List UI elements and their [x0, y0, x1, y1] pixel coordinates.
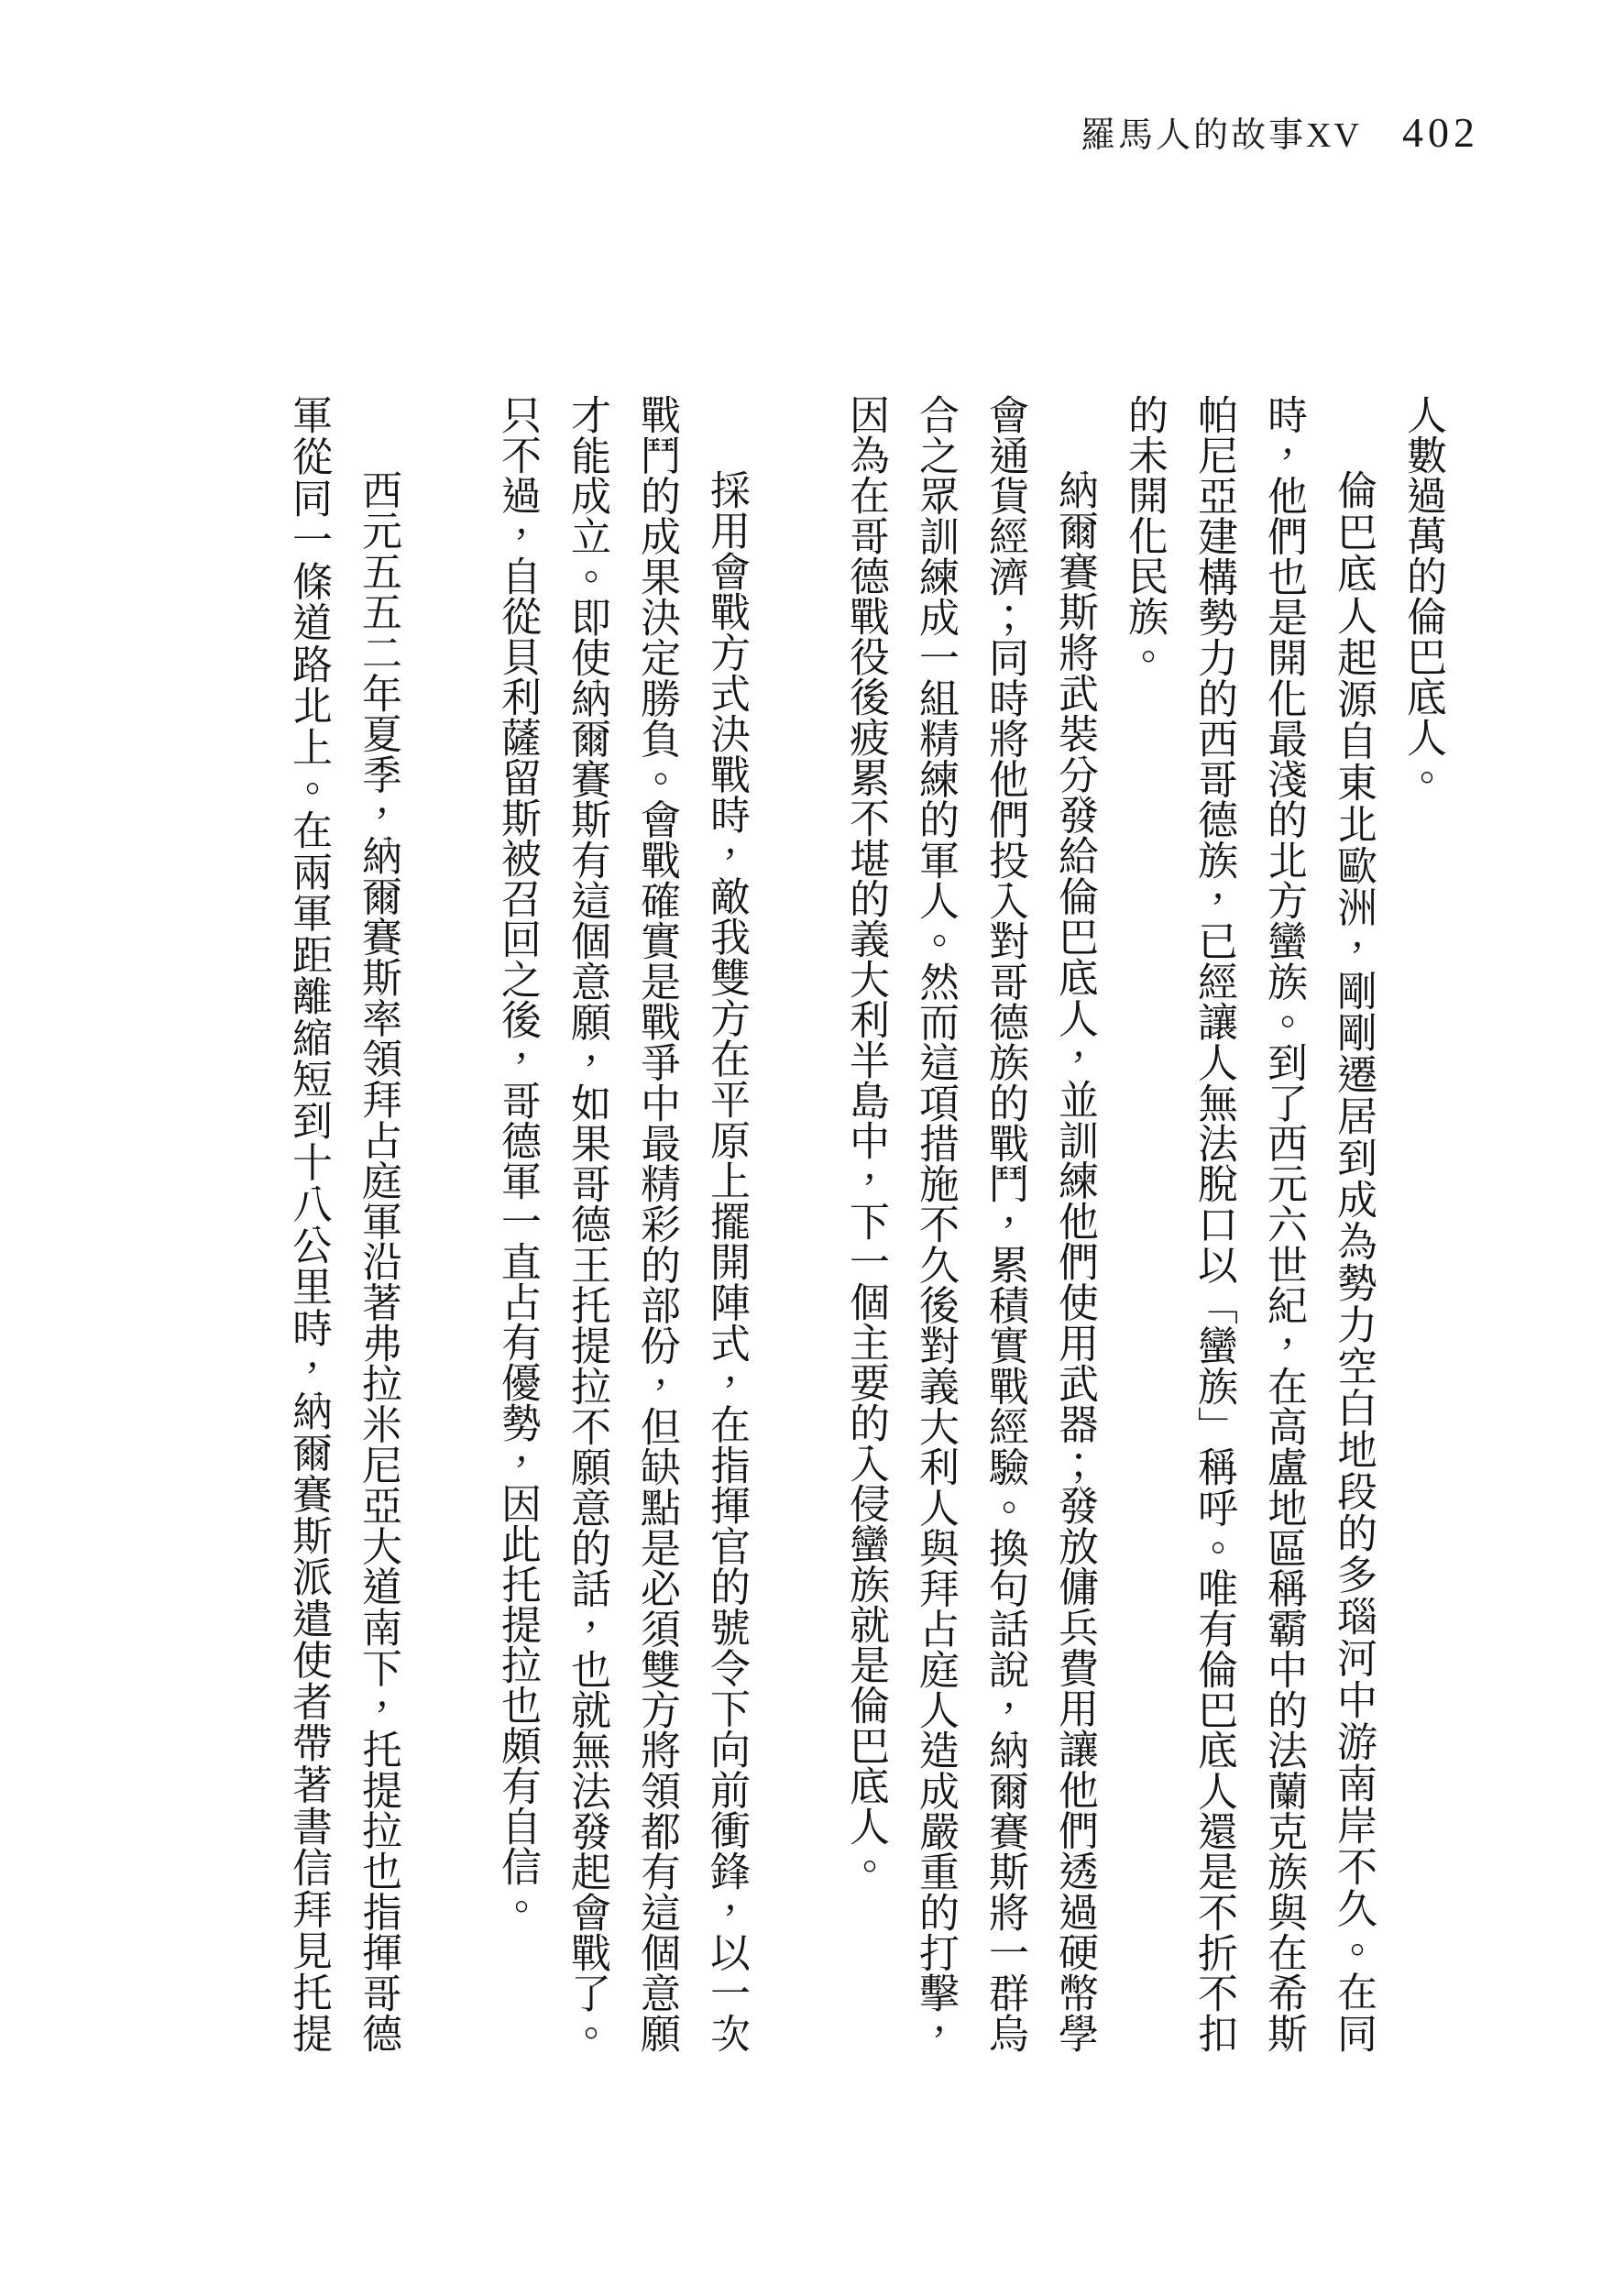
paragraph-lombard-origin: 倫巴底人起源自東北歐洲，剛剛遷居到成為勢力空白地段的多瑙河中游南岸不久。在同時，他們也是開化最淺的北方蠻族。到了西元六世紀，在高盧地區稱霸中的法蘭克族與在希斯帕尼亞建構勢力的西哥德族，已經讓人無法脫口以「蠻族」稱呼。唯有倫巴底人還是不折不扣的未開化民族。	[1122, 394, 1376, 2053]
paragraph-continued-from-previous-page: 人數過萬的倫巴底人。	[1400, 394, 1445, 797]
page-number: 402	[1402, 109, 1479, 156]
paragraph-552-summer: 西元五五二年夏季，納爾賽斯率領拜占庭軍沿著弗拉米尼亞大道南下，托提拉也指揮哥德軍從同一條道路北上。在兩軍距離縮短到十八公里時，納爾賽斯派遣使者帶著書信拜見托提	[286, 394, 401, 2053]
paragraph-narses-training: 納爾賽斯將武裝分發給倫巴底人，並訓練他們使用武器；發放傭兵費用讓他們透過硬幣學會通貨經濟；同時將他們投入對哥德族的戰鬥，累積實戰經驗。換句話說，納爾賽斯將一群烏合之眾訓練成一組精練的軍人。然而這項措施不久後對義大利人與拜占庭人造成嚴重的打擊，因為在哥德戰役後疲累不堪的義大利半島中，下一個主要的入侵蠻族就是倫巴底人。	[843, 394, 1097, 2053]
page-header	[1081, 106, 1479, 157]
paragraph-pitched-battle: 採用會戰方式決戰時，敵我雙方在平原上擺開陣式，在指揮官的號令下向前衝鋒，以一次戰鬥的成果決定勝負。會戰確實是戰爭中最精彩的部份，但缺點是必須雙方將領都有這個意願才能成立。即使納爾賽斯有這個意願，如果哥德王托提拉不願意的話，也就無法發起會戰了。只不過，自從貝利薩留斯被召回之後，哥德軍一直占有優勢，因此托提拉也頗有自信。	[495, 394, 749, 2053]
running-title: 羅馬人的故事XV	[1081, 116, 1362, 155]
body-text-block	[269, 394, 1457, 2053]
